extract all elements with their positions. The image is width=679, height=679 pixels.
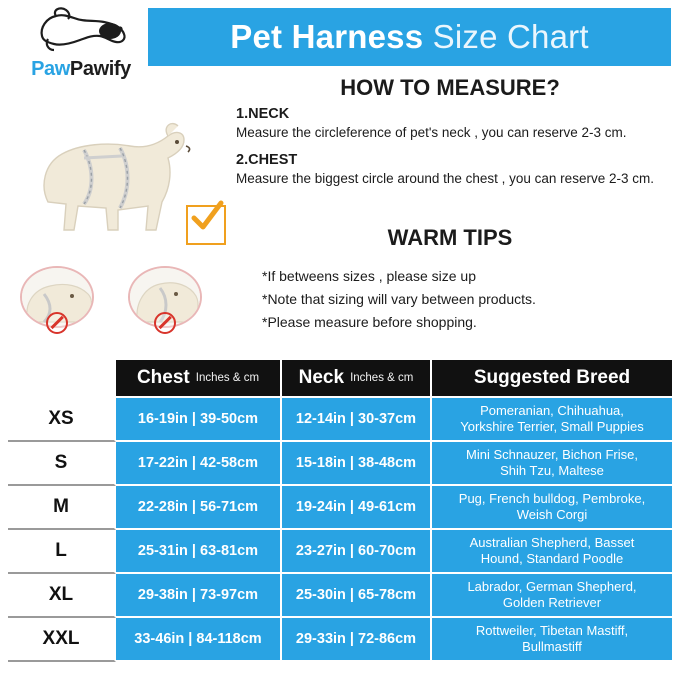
- table-row: [8, 574, 672, 618]
- cell-neck: 12-14in | 30-37cm: [282, 398, 432, 442]
- cell-chest: 25-31in | 63-81cm: [116, 530, 282, 574]
- table-body: [8, 398, 672, 662]
- header-cell-neck: [282, 360, 432, 398]
- size-chart-table: [8, 360, 672, 662]
- header-label-chest: Chest: [136, 367, 190, 388]
- warm-tip-1: *If betweens sizes , please size up: [262, 268, 477, 284]
- cell-size: XL: [8, 574, 116, 618]
- cell-breed: Labrador, German Shepherd, Golden Retriever: [432, 574, 672, 618]
- header-label-neck: Neck: [298, 367, 345, 388]
- cell-breed: Mini Schnauzer, Bichon Frise, Shih Tzu, Maltese: [432, 442, 672, 486]
- brand-name-light: Paw: [31, 58, 70, 80]
- brand-name-dark: Pawify: [69, 58, 131, 80]
- table-row: [8, 618, 672, 662]
- header-unit-neck: Inches & cm: [350, 372, 414, 384]
- warm-tips-list: [262, 265, 672, 334]
- measure-text-neck: Measure the circleference of pet's neck , you can reserve 2-3 cm.: [236, 125, 627, 140]
- page-header: [148, 8, 671, 66]
- header-cell-chest: [116, 360, 282, 398]
- measure-illustration-main: [14, 96, 209, 251]
- page-title: [230, 18, 588, 56]
- cell-chest: 29-38in | 73-97cm: [116, 574, 282, 618]
- table-row: [8, 398, 672, 442]
- prohibited-icon-2: [154, 312, 176, 334]
- cell-chest: 33-46in | 84-118cm: [116, 618, 282, 662]
- table-row: [8, 486, 672, 530]
- page-title-bold: Pet Harness: [230, 18, 433, 55]
- header-label-breed: Suggested Breed: [473, 367, 631, 388]
- cell-chest: 17-22in | 42-58cm: [116, 442, 282, 486]
- cell-size: L: [8, 530, 116, 574]
- warm-tip-3: *Please measure before shopping.: [262, 314, 477, 331]
- check-mark-icon: [190, 200, 224, 234]
- cell-breed: Australian Shepherd, Basset Hound, Standard Poodle: [432, 530, 672, 574]
- prohibited-icon-1: [46, 312, 68, 334]
- header-unit-chest: Inches & cm: [195, 372, 260, 384]
- cell-breed: Pug, French bulldog, Pembroke, Weish Corgi: [432, 486, 672, 530]
- cell-neck: 25-30in | 65-78cm: [282, 574, 432, 618]
- cell-neck: 23-27in | 60-70cm: [282, 530, 432, 574]
- table-row: [8, 442, 672, 486]
- brand-name: [18, 58, 144, 81]
- warm-tips-title: WARM TIPS: [387, 225, 513, 250]
- measure-heading-neck: 1.NECK: [236, 106, 290, 122]
- cell-neck: 29-33in | 72-86cm: [282, 618, 432, 662]
- page-title-light: Size Chart: [432, 18, 589, 55]
- measure-heading-chest: 2.CHEST: [236, 152, 298, 169]
- cell-breed: Rottweiler, Tibetan Mastiff, Bullmastiff: [432, 618, 672, 662]
- cell-neck: 15-18in | 38-48cm: [282, 442, 432, 486]
- measure-text-chest: Measure the biggest circle around the chest , you can reserve 2-3 cm.: [236, 171, 654, 187]
- table-row: [8, 530, 672, 574]
- cell-chest: 16-19in | 39-50cm: [116, 398, 282, 442]
- cell-size: XS: [8, 398, 116, 442]
- brand-logo: [18, 6, 144, 86]
- cell-neck: 19-24in | 49-61cm: [282, 486, 432, 530]
- table-header-row: [8, 360, 672, 398]
- cell-size: S: [8, 442, 116, 486]
- cell-chest: 22-28in | 56-71cm: [116, 486, 282, 530]
- dog-head-icon: [36, 6, 128, 54]
- how-to-measure-title: HOW TO MEASURE?: [340, 75, 560, 100]
- how-to-measure-list: [236, 106, 672, 198]
- header-cell-breed: [432, 360, 672, 398]
- cell-size: M: [8, 486, 116, 530]
- cell-size: XXL: [8, 618, 116, 662]
- header-cell-size: [8, 360, 116, 398]
- cell-breed: Pomeranian, Chihuahua, Yorkshire Terrier, Small Puppies: [432, 398, 672, 442]
- dog-photo-icon: [22, 106, 202, 246]
- warm-tip-2: *Note that sizing will vary between products.: [262, 291, 536, 308]
